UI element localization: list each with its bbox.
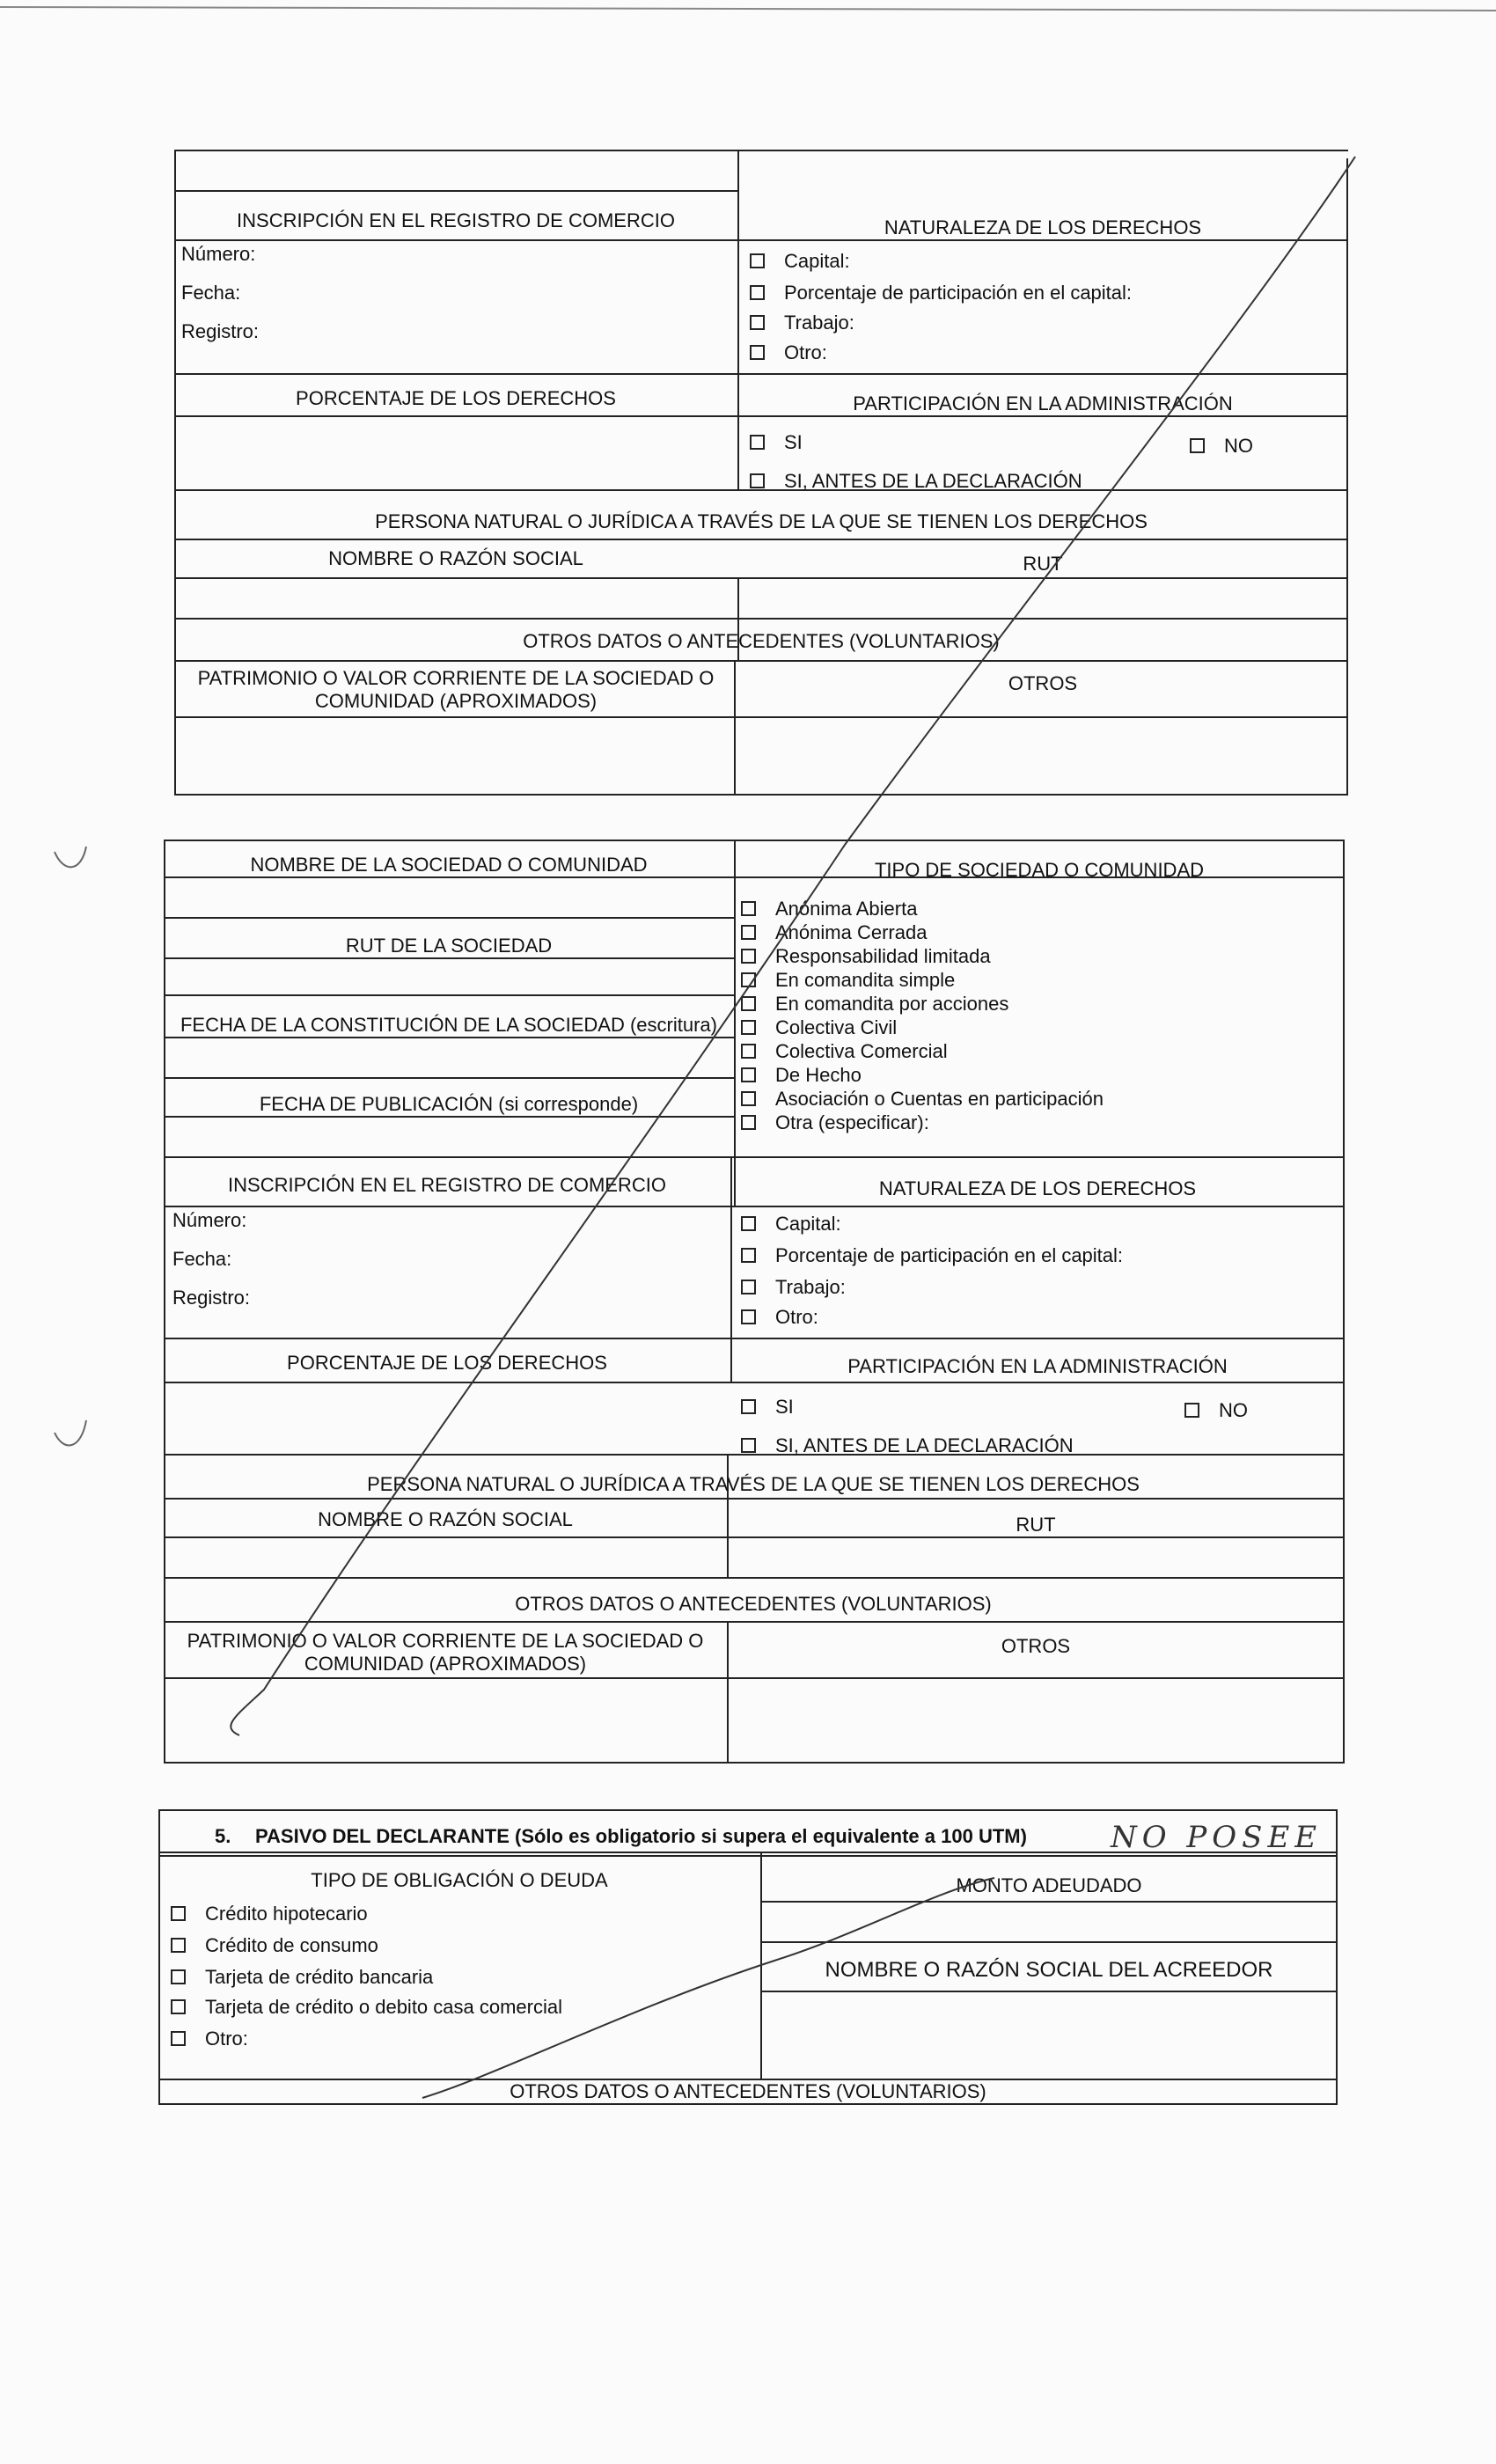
s2-naturaleza-option-otro[interactable]: Otro: [741, 1306, 818, 1329]
s3-title: PASIVO DEL DECLARANTE (Sólo es obligatorio si supera el equivalente a 100 UTM) [255, 1825, 1027, 1847]
s2-tipo-option-2[interactable]: Anónima Cerrada [741, 921, 927, 944]
checkbox-icon[interactable] [171, 1999, 186, 2014]
checkbox-icon[interactable] [750, 315, 765, 330]
checkbox-icon[interactable] [171, 1906, 186, 1921]
checkbox-icon[interactable] [171, 1938, 186, 1953]
s1-naturaleza-option-otro[interactable]: Otro: [750, 341, 827, 364]
s1-registro-label: Registro: [181, 320, 260, 342]
s2-tipo-option-10[interactable]: Otra (especificar): [741, 1111, 929, 1134]
s2-nombre-sociedad-header: NOMBRE DE LA SOCIEDAD O COMUNIDAD [250, 854, 648, 876]
s2-otros-datos-header: OTROS DATOS O ANTECEDENTES (VOLUNTARIOS) [515, 1593, 992, 1615]
s2-fecha-constitucion-label: FECHA DE LA CONSTITUCIÓN DE LA SOCIEDAD (escritura) [180, 1014, 717, 1036]
s1-rut-header: RUT [1023, 553, 1063, 575]
checkbox-icon[interactable] [741, 1115, 756, 1130]
s1-numero-label: Número: [181, 243, 256, 265]
checkbox-icon[interactable] [741, 1399, 756, 1414]
checkbox-icon[interactable] [171, 2031, 186, 2046]
s1-patrimonio-label-2: COMUNIDAD (APROXIMADOS) [314, 690, 598, 712]
checkbox-icon[interactable] [741, 1091, 756, 1106]
s2-participacion-header: PARTICIPACIÓN EN LA ADMINISTRACIÓN [847, 1355, 1228, 1377]
s1-naturaleza-option-porcentaje[interactable]: Porcentaje de participación en el capital: [750, 282, 1132, 304]
s3-tipo-header: TIPO DE OBLIGACIÓN O DEUDA [311, 1869, 608, 1891]
s3-tipo-option-5[interactable]: Otro: [171, 2028, 248, 2050]
s3-tipo-option-3[interactable]: Tarjeta de crédito bancaria [171, 1966, 433, 1989]
s2-fecha-publicacion-label: FECHA DE PUBLICACIÓN (si corresponde) [259, 1093, 639, 1115]
s3-acreedor-header: NOMBRE O RAZÓN SOCIAL DEL ACREEDOR [825, 1958, 1273, 1982]
checkbox-icon[interactable] [741, 996, 756, 1011]
checkbox-icon[interactable] [741, 1020, 756, 1035]
s3-tipo-option-2[interactable]: Crédito de consumo [171, 1934, 378, 1957]
s2-persona-header: PERSONA NATURAL O JURÍDICA A TRAVÉS DE LA QUE SE TIENEN LOS DERECHOS [367, 1473, 1140, 1495]
s3-tipo-option-4[interactable]: Tarjeta de crédito o debito casa comercial [171, 1996, 562, 2019]
s2-naturaleza-option-porcentaje[interactable]: Porcentaje de participación en el capital: [741, 1244, 1123, 1267]
s3-number: 5. [215, 1825, 231, 1847]
s1-naturaleza-option-trabajo[interactable]: Trabajo: [750, 312, 854, 334]
s2-patrimonio-label-2: COMUNIDAD (APROXIMADOS) [304, 1653, 587, 1675]
checkbox-icon[interactable] [741, 901, 756, 916]
checkbox-icon[interactable] [741, 1216, 756, 1231]
s1-patrimonio-label-1: PATRIMONIO O VALOR CORRIENTE DE LA SOCIEDAD O [197, 667, 715, 689]
s1-naturaleza-option-capital[interactable]: Capital: [750, 250, 850, 273]
checkbox-icon[interactable] [171, 1969, 186, 1984]
s1-otros-datos-header: OTROS DATOS O ANTECEDENTES (VOLUNTARIOS) [523, 630, 1000, 652]
s2-tipo-option-5[interactable]: En comandita por acciones [741, 993, 1008, 1016]
s3-tipo-option-1[interactable]: Crédito hipotecario [171, 1903, 368, 1925]
s1-fecha-label: Fecha: [181, 282, 241, 304]
s2-si-antes-option[interactable]: SI, ANTES DE LA DECLARACIÓN [741, 1434, 1074, 1457]
checkbox-icon[interactable] [750, 345, 765, 360]
s2-tipo-option-6[interactable]: Colectiva Civil [741, 1016, 897, 1039]
s1-naturaleza-header: NATURALEZA DE LOS DERECHOS [884, 216, 1202, 238]
checkbox-icon[interactable] [741, 1067, 756, 1082]
checkbox-icon[interactable] [750, 285, 765, 300]
s2-tipo-option-9[interactable]: Asociación o Cuentas en participación [741, 1088, 1104, 1111]
checkbox-icon[interactable] [741, 949, 756, 964]
checkbox-icon[interactable] [741, 1280, 756, 1294]
s2-otros-header: OTROS [1001, 1635, 1071, 1657]
s2-porcentaje-header: PORCENTAJE DE LOS DERECHOS [287, 1352, 607, 1374]
s3-monto-header: MONTO ADEUDADO [956, 1874, 1142, 1896]
checkbox-icon[interactable] [1184, 1403, 1199, 1418]
s2-tipo-option-3[interactable]: Responsabilidad limitada [741, 945, 991, 968]
s1-no-option[interactable]: NO [1190, 435, 1253, 458]
checkbox-icon[interactable] [750, 473, 765, 488]
checkbox-icon[interactable] [741, 1438, 756, 1453]
s2-inscripcion-header: INSCRIPCIÓN EN EL REGISTRO DE COMERCIO [228, 1174, 666, 1196]
s2-registro-label: Registro: [172, 1287, 251, 1309]
s2-nombre-header: NOMBRE O RAZÓN SOCIAL [318, 1508, 573, 1530]
s2-tipo-header: TIPO DE SOCIEDAD O COMUNIDAD [874, 859, 1205, 881]
s2-rut-sociedad-label: RUT DE LA SOCIEDAD [345, 935, 553, 957]
s1-porcentaje-header: PORCENTAJE DE LOS DERECHOS [296, 387, 616, 409]
s2-numero-label: Número: [172, 1209, 247, 1231]
s2-si-option[interactable]: SI [741, 1396, 794, 1419]
s2-tipo-option-1[interactable]: Anónima Abierta [741, 898, 917, 920]
checkbox-icon[interactable] [741, 925, 756, 940]
s2-tipo-option-8[interactable]: De Hecho [741, 1064, 862, 1087]
s2-tipo-option-4[interactable]: En comandita simple [741, 969, 955, 992]
s1-persona-header: PERSONA NATURAL O JURÍDICA A TRAVÉS DE LA QUE SE TIENEN LOS DERECHOS [375, 510, 1148, 532]
s2-naturaleza-option-trabajo[interactable]: Trabajo: [741, 1276, 846, 1299]
s2-naturaleza-option-capital[interactable]: Capital: [741, 1213, 841, 1236]
checkbox-icon[interactable] [741, 1044, 756, 1059]
s2-naturaleza-header: NATURALEZA DE LOS DERECHOS [878, 1177, 1197, 1199]
checkbox-icon[interactable] [741, 1248, 756, 1263]
s1-nombre-header: NOMBRE O RAZÓN SOCIAL [328, 547, 583, 569]
s3-otros-datos-header: OTROS DATOS O ANTECEDENTES (VOLUNTARIOS) [510, 2080, 986, 2102]
s1-otros-header: OTROS [1008, 672, 1078, 694]
checkbox-icon[interactable] [741, 1309, 756, 1324]
s1-participacion-header: PARTICIPACIÓN EN LA ADMINISTRACIÓN [853, 392, 1233, 414]
checkbox-icon[interactable] [741, 972, 756, 987]
s2-patrimonio-label-1: PATRIMONIO O VALOR CORRIENTE DE LA SOCIEDAD O [187, 1630, 704, 1652]
s2-tipo-option-7[interactable]: Colectiva Comercial [741, 1040, 948, 1063]
s1-si-option[interactable]: SI [750, 431, 803, 454]
s2-rut-header: RUT [1016, 1514, 1056, 1536]
s3-handwritten-note: NO POSEE [1111, 1820, 1323, 1855]
checkbox-icon[interactable] [750, 435, 765, 450]
s2-no-option[interactable]: NO [1184, 1399, 1248, 1422]
s2-fecha-label: Fecha: [172, 1248, 232, 1270]
checkbox-icon[interactable] [1190, 438, 1205, 453]
s1-inscripcion-header: INSCRIPCIÓN EN EL REGISTRO DE COMERCIO [237, 209, 675, 231]
checkbox-icon[interactable] [750, 253, 765, 268]
s1-si-antes-option[interactable]: SI, ANTES DE LA DECLARACIÓN [750, 470, 1082, 493]
